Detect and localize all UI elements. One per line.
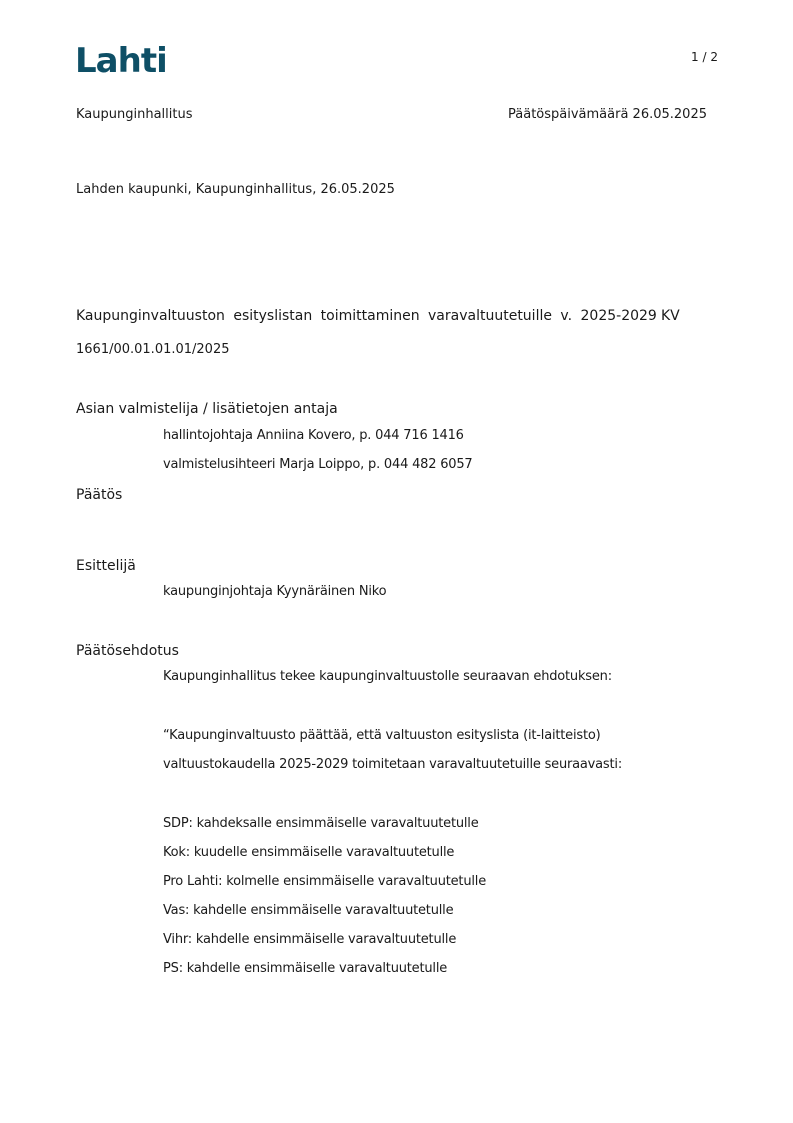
title-tag: KV — [661, 308, 680, 324]
proposal-quote-line: valtuustokaudella 2025-2029 toimitetaan varavaltuutetuille seuraavasti: — [163, 757, 622, 772]
presenter-line: kaupunginjohtaja Kyynäräinen Niko — [163, 584, 387, 599]
proposal-intro: Kaupunginhallitus tekee kaupunginvaltuustolle seuraavan ehdotuksen: — [163, 669, 612, 684]
document-title: Kaupunginvaltuuston esityslistan toimittaminen varavaltuutetuille v. 2025-2029 — [76, 308, 657, 324]
record-number: 1661/00.01.01.01/2025 — [76, 342, 230, 357]
preparer-heading: Asian valmistelija / lisätietojen antaja — [76, 401, 338, 417]
proposal-heading: Päätösehdotus — [76, 643, 179, 659]
decision-date: Päätöspäivämäärä 26.05.2025 — [508, 107, 707, 122]
party-item: SDP: kahdeksalle ensimmäiselle varavaltuutetulle — [163, 816, 479, 831]
party-item: Pro Lahti: kolmelle ensimmäiselle varavaltuutetulle — [163, 874, 486, 889]
party-item: PS: kahdelle ensimmäiselle varavaltuutetulle — [163, 961, 448, 976]
page-number: 1 / 2 — [691, 50, 718, 64]
party-item: Vihr: kahdelle ensimmäiselle varavaltuutetulle — [163, 932, 457, 947]
party-item: Kok: kuudelle ensimmäiselle varavaltuutetulle — [163, 845, 455, 860]
party-item: Vas: kahdelle ensimmäiselle varavaltuutetulle — [163, 903, 454, 918]
preparer-line: valmistelusihteeri Marja Loippo, p. 044 482 6057 — [163, 457, 473, 472]
preparer-line: hallintojohtaja Anniina Kovero, p. 044 716 1416 — [163, 428, 464, 443]
proposal-quote-line: “Kaupunginvaltuusto päättää, että valtuuston esityslista (it-laitteisto) — [163, 728, 601, 743]
presenter-heading: Esittelijä — [76, 558, 136, 574]
decision-heading: Päätös — [76, 487, 123, 503]
body-name: Kaupunginhallitus — [76, 107, 193, 122]
meeting-line: Lahden kaupunki, Kaupunginhallitus, 26.05.2025 — [76, 182, 395, 197]
lahti-logo: Lahti — [75, 41, 167, 81]
